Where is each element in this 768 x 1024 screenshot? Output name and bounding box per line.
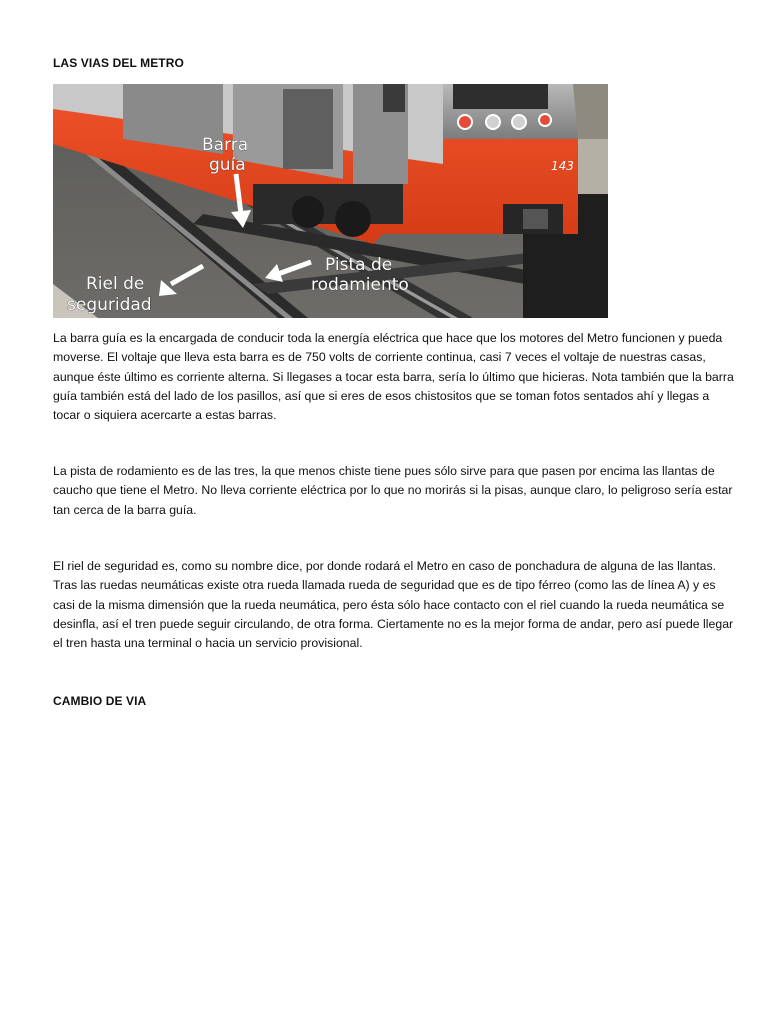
label-barra-line2: guía: [209, 155, 246, 175]
label-barra-line1: Barra: [202, 135, 249, 155]
label-riel-line1: Riel de: [86, 274, 145, 294]
label-pista-line1: Pista de: [325, 255, 393, 275]
paragraph-barra-guia: La barra guía es la encargada de conducir toda la energía eléctrica que hace que los motores del Metro funcionen y pueda moverse. El voltaje que lleva esta barra es de 750 volts de corriente continua, casi 7 veces el voltaje de nuestras casas, aunque éste último es corriente alterna. Si llegases a tocar esta barra, sería lo último que hicieras. Nota también que la barra guía también está del lado de los pasillos, así que si eres de esos chistositos que se toman fotos sentados ahí y llegas a tocar o siquiera acercarte a estas barras.: [53, 331, 734, 423]
train-number: 143: [551, 159, 574, 173]
paragraph-pista-rodamiento: La pista de rodamiento es de las tres, la que menos chiste tiene pues sólo sirve para que pasen por encima las llantas de caucho que tiene el Metro. No lleva corriente eléctrica por lo que no morirás si la pisas, aunque claro, lo peligroso sería estar tan cerca de la barra guía.: [53, 464, 733, 517]
label-pista-line2: rodamiento: [311, 275, 409, 295]
paragraph-riel-seguridad: El riel de seguridad es, como su nombre dice, por donde rodará el Metro en caso de ponchadura de alguna de las llantas. Tras las ruedas neumáticas existe otra rueda llamada rueda de seguridad que es de tipo férreo (como las de línea A) y es casi de la misma dimensión que la rueda neumática, pero ésta sólo hace contacto con el riel cuando la rueda neumática se desinfla, así el tren puede seguir circulando, de otra forma. Ciertamente no es la mejor forma de andar, pero así puede llegar el tren hasta una terminal o hacia un servicio provisional.: [53, 559, 734, 651]
metro-track-photo: [53, 84, 608, 318]
label-riel-line2: seguridad: [67, 295, 152, 315]
document-title: LAS VIAS DEL METRO: [53, 56, 184, 70]
section-heading-cambio-de-via: CAMBIO DE VIA: [53, 694, 147, 708]
